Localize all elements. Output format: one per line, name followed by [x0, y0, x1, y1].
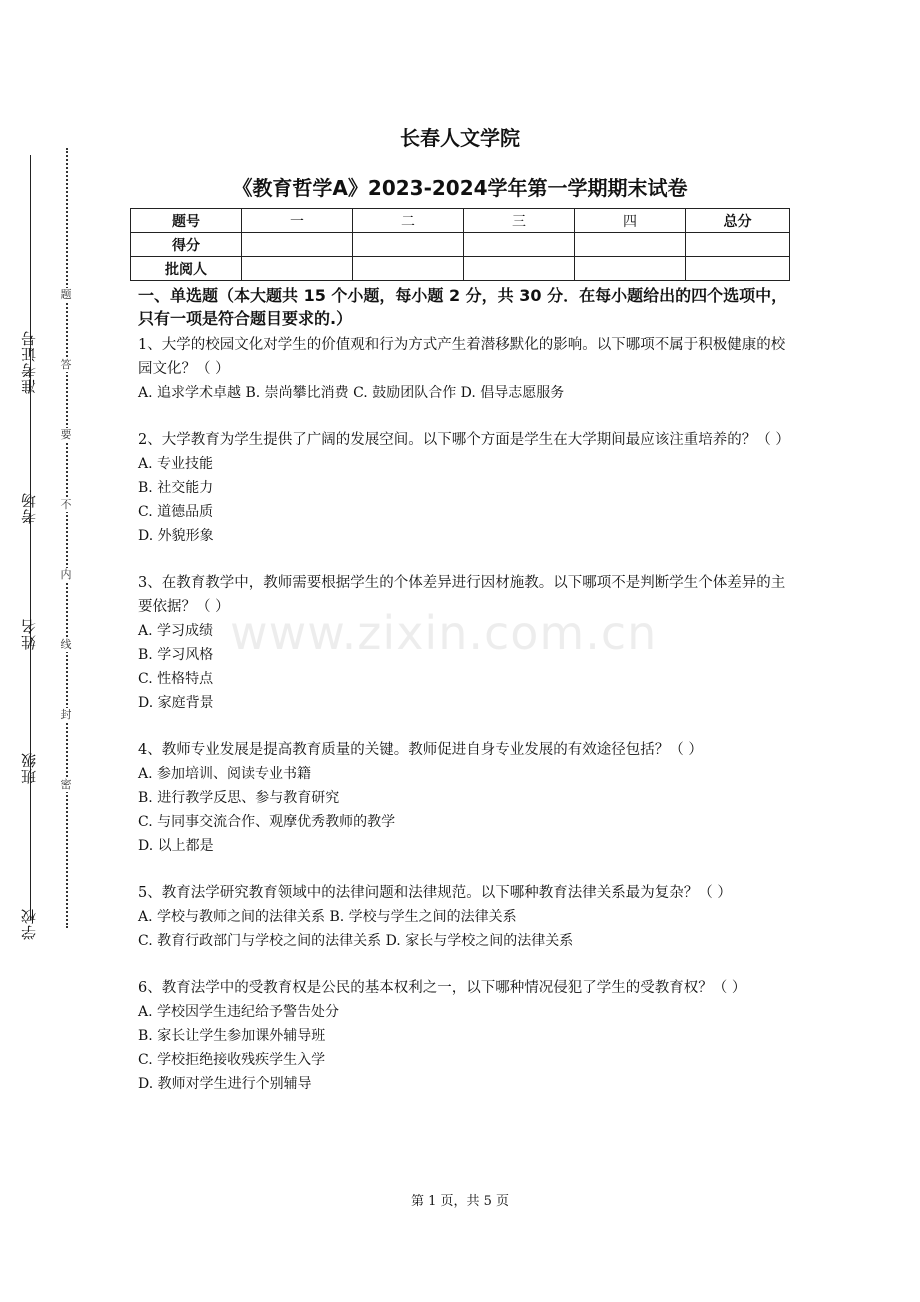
option-c: C. 道德品质	[138, 504, 214, 520]
question-4	[138, 738, 790, 858]
watermark: www.zixin.com.cn	[230, 606, 658, 660]
option-a: A. 专业技能	[138, 456, 214, 472]
exam-content	[138, 284, 790, 1119]
option-d: D. 家庭背景	[138, 695, 214, 711]
question-text: 5、教育法学研究教育领域中的法律问题和法律规范。以下哪种教育法律关系最为复杂？（ ）	[138, 885, 732, 901]
seal-char: 题	[58, 288, 74, 302]
field-label-exam-room: 考场	[20, 492, 38, 524]
school-title: 长春人文学院	[400, 126, 520, 150]
option-c: C. 学校拒绝接收残疾学生入学	[138, 1052, 326, 1068]
field-label-name: 姓名	[20, 618, 38, 650]
score-header-cell: 二	[353, 209, 464, 233]
field-underline	[30, 790, 31, 920]
score-table-row	[131, 233, 790, 257]
score-cell[interactable]	[353, 233, 464, 257]
score-header-cell: 一	[242, 209, 353, 233]
question-3	[138, 571, 790, 715]
score-header-cell: 题号	[131, 209, 242, 233]
score-row-label: 批阅人	[131, 257, 242, 281]
question-text: 2、大学教育为学生提供了广阔的发展空间。以下哪个方面是学生在大学期间最应该注重培养的？（ ）	[138, 432, 790, 448]
option-b: B. 学习风格	[138, 647, 214, 663]
score-table	[130, 208, 790, 281]
option-b: B. 家长让学生参加课外辅导班	[138, 1028, 326, 1044]
option-d: D. 外貌形象	[138, 528, 214, 544]
option-b: B. 进行教学反思、参与教育研究	[138, 790, 340, 806]
score-cell[interactable]	[464, 257, 575, 281]
seal-char: 答	[58, 358, 74, 372]
question-text: 3、在教育教学中，教师需要根据学生的个体差异进行因材施教。以下哪项不是判断学生个体差异的主要依据？（ ）	[138, 575, 786, 615]
score-table-row	[131, 257, 790, 281]
page-footer: 第 1 页，共 5 页	[410, 1194, 510, 1209]
question-text: 6、教育法学中的受教育权是公民的基本权利之一，以下哪种情况侵犯了学生的受教育权？（ ）	[138, 980, 747, 996]
question-6	[138, 976, 790, 1096]
seal-char: 不	[58, 498, 74, 512]
options-cd: C. 教育行政部门与学校之间的法律关系 D. 家长与学校之间的法律关系	[138, 933, 574, 949]
score-cell[interactable]	[686, 257, 790, 281]
question-options: A. 追求学术卓越 B. 崇尚攀比消费 C. 鼓励团队合作 D. 倡导志愿服务	[138, 385, 565, 401]
field-label-admission-number: 准考证号	[20, 330, 38, 394]
exam-title: 《教育哲学A》2023-2024学年第一学期期末试卷	[232, 176, 688, 200]
option-a: A. 学习成绩	[138, 623, 214, 639]
field-label-school: 学校	[20, 908, 38, 940]
question-text: 1、大学的校园文化对学生的价值观和行为方式产生着潜移默化的影响。以下哪项不属于积极健康的校园文化？（ ）	[138, 337, 786, 377]
score-cell[interactable]	[575, 257, 686, 281]
seal-char: 封	[58, 708, 74, 722]
question-text: 4、教师专业发展是提高教育质量的关键。教师促进自身专业发展的有效途径包括？（ ）	[138, 742, 703, 758]
score-header-cell: 四	[575, 209, 686, 233]
option-a: A. 学校因学生违纪给予警告处分	[138, 1004, 340, 1020]
score-cell[interactable]	[242, 257, 353, 281]
seal-char: 密	[58, 778, 74, 792]
options-ab: A. 学校与教师之间的法律关系 B. 学校与学生之间的法律关系	[138, 909, 517, 925]
score-cell[interactable]	[242, 233, 353, 257]
option-d: D. 教师对学生进行个别辅导	[138, 1076, 312, 1092]
question-2	[138, 428, 790, 548]
question-5	[138, 881, 790, 953]
section-title: 一、单选题（本大题共 15 个小题，每小题 2 分，共 30 分．在每小题给出的四个选项中，只有一项是符合题目要求的.）	[138, 286, 788, 328]
seal-char: 线	[58, 638, 74, 652]
score-cell[interactable]	[575, 233, 686, 257]
seal-char: 要	[58, 428, 74, 442]
score-header-cell: 总分	[686, 209, 790, 233]
option-d: D. 以上都是	[138, 838, 214, 854]
question-1	[138, 333, 790, 405]
seal-char: 内	[58, 568, 74, 582]
option-b: B. 社交能力	[138, 480, 214, 496]
score-cell[interactable]	[353, 257, 464, 281]
score-header-cell: 三	[464, 209, 575, 233]
field-label-class: 班级	[20, 752, 38, 784]
option-c: C. 与同事交流合作、观摩优秀教师的教学	[138, 814, 396, 830]
score-cell[interactable]	[464, 233, 575, 257]
score-table-header-row	[131, 209, 790, 233]
option-c: C. 性格特点	[138, 671, 214, 687]
score-row-label: 得分	[131, 233, 242, 257]
seal-dotted-line	[66, 148, 68, 928]
score-cell[interactable]	[686, 233, 790, 257]
option-a: A. 参加培训、阅读专业书籍	[138, 766, 312, 782]
binding-sidebar	[0, 0, 110, 1302]
